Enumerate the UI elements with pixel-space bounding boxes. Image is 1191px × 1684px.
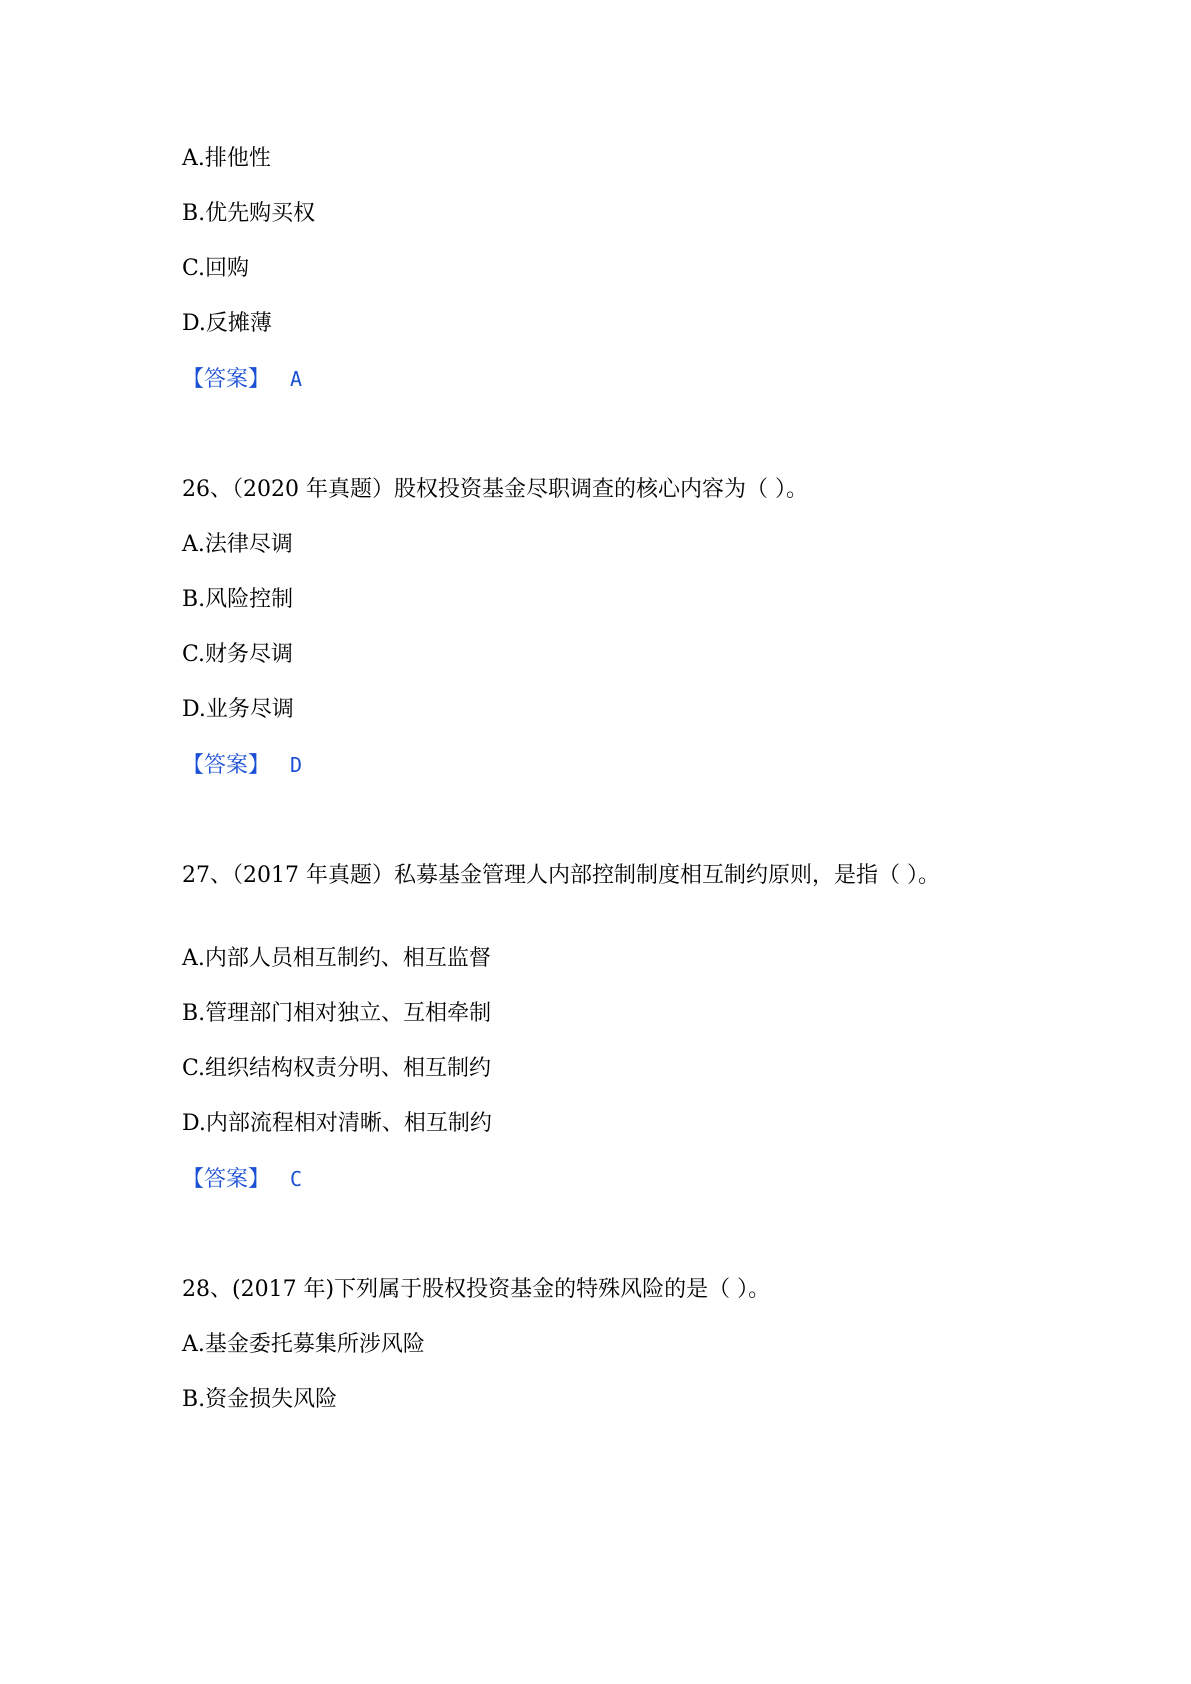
answer-value: D: [290, 753, 303, 777]
q28-option-b: B.资金损失风险: [182, 1387, 338, 1412]
q26-answer: [182, 751, 302, 780]
answer-value: C: [290, 1167, 303, 1191]
q27-question: 27、（2017 年真题）私募基金管理人内部控制制度相互制约原则，是指（ ）。: [182, 863, 940, 888]
q25-option-b: B.优先购买权: [182, 201, 316, 226]
q27-option-b: B.管理部门相对独立、互相牵制: [182, 1001, 492, 1026]
q26-option-d: D.业务尽调: [182, 697, 294, 722]
q26-option-b: B.风险控制: [182, 587, 294, 612]
q25-option-d: D.反摊薄: [182, 311, 272, 336]
q25-answer: [182, 365, 302, 394]
answer-label: 【答案】: [182, 367, 271, 392]
q27-option-a: A.内部人员相互制约、相互监督: [182, 946, 491, 971]
q28-question: 28、(2017 年)下列属于股权投资基金的特殊风险的是（ ）。: [182, 1277, 771, 1302]
q25-option-a: A.排他性: [182, 146, 271, 171]
q26-option-a: A.法律尽调: [182, 532, 293, 557]
q26-option-c: C.财务尽调: [182, 642, 294, 667]
q27-answer: [182, 1165, 302, 1194]
q25-option-c: C.回购: [182, 256, 250, 281]
answer-label: 【答案】: [182, 753, 271, 778]
q27-option-c: C.组织结构权责分明、相互制约: [182, 1056, 492, 1081]
q26-question: 26、（2020 年真题）股权投资基金尽职调查的核心内容为（ ）。: [182, 477, 808, 502]
q27-option-d: D.内部流程相对清晰、相互制约: [182, 1111, 492, 1136]
answer-label: 【答案】: [182, 1167, 271, 1192]
answer-value: A: [290, 367, 303, 391]
q28-option-a: A.基金委托募集所涉风险: [182, 1332, 425, 1357]
